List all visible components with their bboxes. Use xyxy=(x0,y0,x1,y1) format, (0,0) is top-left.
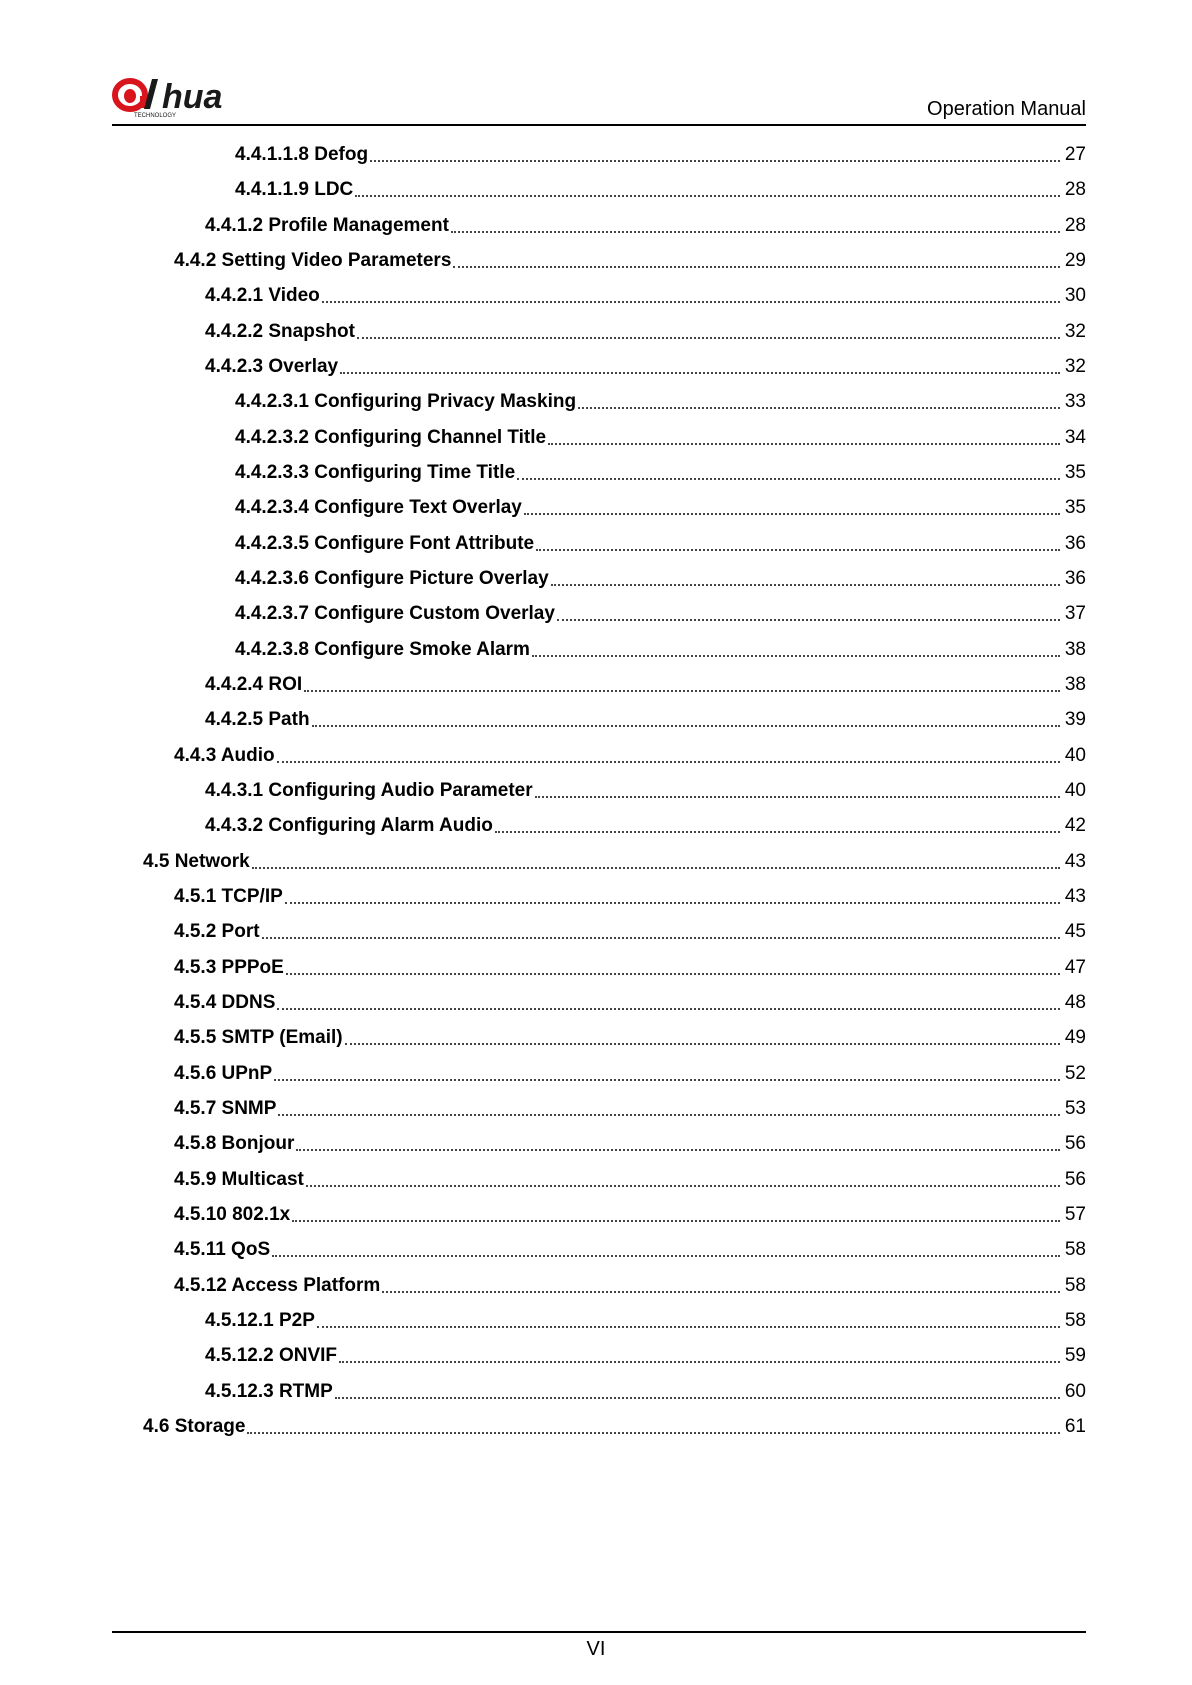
toc-entry[interactable] xyxy=(174,915,1086,945)
toc-entry-page: 43 xyxy=(1064,886,1086,907)
toc-dot-leader xyxy=(340,352,1060,374)
toc-entry-title: 4.4.2.3.4 Configure Text Overlay xyxy=(235,497,522,518)
toc-dot-leader xyxy=(557,599,1060,621)
toc-dot-leader xyxy=(304,670,1060,692)
toc-dot-leader xyxy=(292,1200,1060,1222)
toc-entry-page: 35 xyxy=(1064,462,1086,483)
toc-entry-page: 61 xyxy=(1064,1416,1086,1437)
toc-entry[interactable] xyxy=(174,1092,1086,1122)
toc-entry[interactable] xyxy=(235,421,1086,451)
toc-entry[interactable] xyxy=(174,1269,1086,1299)
toc-entry-page: 45 xyxy=(1064,921,1086,942)
toc-entry-title: 4.5.4 DDNS xyxy=(174,992,276,1013)
toc-entry-page: 38 xyxy=(1064,674,1086,695)
toc-entry-title: 4.5.12.3 RTMP xyxy=(205,1381,333,1402)
toc-entry-title: 4.5.6 UPnP xyxy=(174,1063,273,1084)
toc-entry-page: 32 xyxy=(1064,356,1086,377)
toc-entry-title: 4.4.1.1.9 LDC xyxy=(235,179,354,200)
toc-entry-title: 4.6 Storage xyxy=(143,1416,246,1437)
toc-entry-page: 58 xyxy=(1064,1239,1086,1260)
toc-entry[interactable] xyxy=(143,1410,1086,1440)
toc-entry[interactable] xyxy=(174,986,1086,1016)
toc-dot-leader xyxy=(335,1377,1060,1399)
toc-entry-page: 60 xyxy=(1064,1381,1086,1402)
toc-entry[interactable] xyxy=(235,527,1086,557)
toc-dot-leader xyxy=(278,1094,1060,1116)
toc-entry-title: 4.4.2.1 Video xyxy=(205,285,320,306)
toc-entry-page: 52 xyxy=(1064,1063,1086,1084)
toc-entry-page: 57 xyxy=(1064,1204,1086,1225)
toc-entry[interactable] xyxy=(235,562,1086,592)
toc-entry[interactable] xyxy=(205,809,1086,839)
toc-entry-title: 4.5.12 Access Platform xyxy=(174,1275,381,1296)
toc-entry-title: 4.5 Network xyxy=(143,851,250,872)
page-header xyxy=(112,70,1086,126)
toc-entry[interactable] xyxy=(205,668,1086,698)
toc-entry[interactable] xyxy=(235,597,1086,627)
toc-dot-leader xyxy=(285,882,1060,904)
toc-entry[interactable] xyxy=(205,315,1086,345)
toc-dot-leader xyxy=(355,175,1060,197)
toc-dot-leader xyxy=(382,1271,1060,1293)
toc-entry-title: 4.5.12.1 P2P xyxy=(205,1310,315,1331)
toc-dot-leader xyxy=(277,741,1060,763)
toc-entry-title: 4.4.2 Setting Video Parameters xyxy=(174,250,452,271)
toc-entry-page: 59 xyxy=(1064,1345,1086,1366)
toc-entry-title: 4.4.2.3.2 Configuring Channel Title xyxy=(235,427,547,448)
toc-dot-leader xyxy=(532,635,1060,657)
toc-dot-leader xyxy=(517,458,1060,480)
toc-entry[interactable] xyxy=(235,385,1086,415)
toc-entry[interactable] xyxy=(205,209,1086,239)
toc-entry[interactable] xyxy=(205,774,1086,804)
toc-entry-page: 43 xyxy=(1064,851,1086,872)
page-number: VI xyxy=(586,1638,606,1660)
toc-dot-leader xyxy=(317,1306,1060,1328)
toc-entry-page: 38 xyxy=(1064,639,1086,660)
toc-entry[interactable] xyxy=(235,173,1086,203)
toc-dot-leader xyxy=(536,529,1060,551)
toc-entry-page: 56 xyxy=(1064,1133,1086,1154)
toc-entry-page: 32 xyxy=(1064,321,1086,342)
toc-dot-leader xyxy=(262,917,1060,939)
toc-entry[interactable] xyxy=(235,491,1086,521)
toc-entry-page: 37 xyxy=(1064,603,1086,624)
toc-entry-page: 27 xyxy=(1064,144,1086,165)
toc-entry-title: 4.5.3 PPPoE xyxy=(174,957,284,978)
toc-dot-leader xyxy=(524,493,1060,515)
toc-entry[interactable] xyxy=(235,456,1086,486)
toc-entry[interactable] xyxy=(205,350,1086,380)
toc-entry-title: 4.4.2.3.5 Configure Font Attribute xyxy=(235,533,535,554)
toc-entry[interactable] xyxy=(174,1233,1086,1263)
toc-dot-leader xyxy=(306,1165,1060,1187)
toc-dot-leader xyxy=(551,564,1060,586)
toc-entry[interactable] xyxy=(205,279,1086,309)
toc-entry[interactable] xyxy=(174,880,1086,910)
toc-dot-leader xyxy=(296,1129,1060,1151)
toc-dot-leader xyxy=(339,1341,1060,1363)
toc-dot-leader xyxy=(277,988,1060,1010)
toc-entry-title: 4.4.2.3.1 Configuring Privacy Masking xyxy=(235,391,577,412)
toc-entry[interactable] xyxy=(174,1163,1086,1193)
toc-entry-page: 48 xyxy=(1064,992,1086,1013)
svg-text:hua: hua xyxy=(162,78,223,116)
toc-entry[interactable] xyxy=(205,703,1086,733)
toc-dot-leader xyxy=(252,847,1060,869)
toc-entry-title: 4.4.3.1 Configuring Audio Parameter xyxy=(205,780,533,801)
toc-dot-leader xyxy=(451,211,1060,233)
toc-entry-title: 4.4.2.2 Snapshot xyxy=(205,321,355,342)
toc-dot-leader xyxy=(286,953,1060,975)
toc-entry-page: 56 xyxy=(1064,1169,1086,1190)
toc-entry[interactable] xyxy=(235,633,1086,663)
toc-dot-leader xyxy=(495,811,1060,833)
toc-entry[interactable] xyxy=(174,951,1086,981)
toc-entry-page: 30 xyxy=(1064,285,1086,306)
toc-dot-leader xyxy=(548,423,1060,445)
toc-entry-title: 4.4.2.3 Overlay xyxy=(205,356,339,377)
toc-dot-leader xyxy=(272,1235,1060,1257)
toc-dot-leader xyxy=(370,140,1060,162)
toc-entry-title: 4.5.5 SMTP (Email) xyxy=(174,1027,343,1048)
toc-entry[interactable] xyxy=(205,1375,1086,1405)
toc-entry-page: 58 xyxy=(1064,1310,1086,1331)
toc-entry[interactable] xyxy=(174,1021,1086,1051)
toc-entry-page: 28 xyxy=(1064,215,1086,236)
toc-entry[interactable] xyxy=(174,1127,1086,1157)
toc-entry-page: 40 xyxy=(1064,780,1086,801)
toc-dot-leader xyxy=(357,317,1060,339)
toc-entry-title: 4.4.2.3.7 Configure Custom Overlay xyxy=(235,603,555,624)
toc-entry[interactable] xyxy=(174,244,1086,274)
toc-entry[interactable] xyxy=(174,739,1086,769)
toc-entry-title: 4.5.7 SNMP xyxy=(174,1098,277,1119)
toc-entry-title: 4.4.1.2 Profile Management xyxy=(205,215,449,236)
toc-entry-page: 39 xyxy=(1064,709,1086,730)
toc-dot-leader xyxy=(345,1023,1060,1045)
toc-entry-page: 53 xyxy=(1064,1098,1086,1119)
toc-entry-title: 4.4.2.5 Path xyxy=(205,709,310,730)
toc-entry[interactable] xyxy=(235,138,1086,168)
toc-dot-leader xyxy=(322,281,1060,303)
toc-entry-page: 28 xyxy=(1064,179,1086,200)
toc-entry-title: 4.4.2.3.6 Configure Picture Overlay xyxy=(235,568,549,589)
toc-entry-page: 35 xyxy=(1064,497,1086,518)
toc-entry-title: 4.5.12.2 ONVIF xyxy=(205,1345,338,1366)
toc-entry-page: 47 xyxy=(1064,957,1086,978)
toc-dot-leader xyxy=(578,387,1060,409)
toc-dot-leader xyxy=(535,776,1060,798)
toc-entry[interactable] xyxy=(143,845,1086,875)
toc-entry-title: 4.4.1.1.8 Defog xyxy=(235,144,369,165)
toc-entry-page: 33 xyxy=(1064,391,1086,412)
toc-entry-page: 42 xyxy=(1064,815,1086,836)
toc-entry-title: 4.4.3 Audio xyxy=(174,745,275,766)
toc-entry[interactable] xyxy=(205,1339,1086,1369)
toc-entry-title: 4.5.1 TCP/IP xyxy=(174,886,283,907)
toc-entry-title: 4.4.2.3.3 Configuring Time Title xyxy=(235,462,516,483)
header-divider xyxy=(112,124,1086,126)
footer-divider xyxy=(112,1631,1086,1633)
svg-text:TECHNOLOGY: TECHNOLOGY xyxy=(134,113,177,118)
toc-entry-title: 4.4.3.2 Configuring Alarm Audio xyxy=(205,815,493,836)
toc-entry-title: 4.5.8 Bonjour xyxy=(174,1133,295,1154)
toc-entry-page: 40 xyxy=(1064,745,1086,766)
toc-entry[interactable] xyxy=(174,1057,1086,1087)
toc-entry-page: 34 xyxy=(1064,427,1086,448)
toc-entry-title: 4.5.9 Multicast xyxy=(174,1169,304,1190)
toc-entry[interactable] xyxy=(174,1198,1086,1228)
toc-dot-leader xyxy=(274,1059,1060,1081)
toc-entry-page: 36 xyxy=(1064,568,1086,589)
toc-entry-page: 36 xyxy=(1064,533,1086,554)
toc-entry-title: 4.5.10 802.1x xyxy=(174,1204,291,1225)
toc-dot-leader xyxy=(247,1412,1060,1434)
toc-entry[interactable] xyxy=(205,1304,1086,1334)
toc-entry-page: 49 xyxy=(1064,1027,1086,1048)
toc-entry-page: 58 xyxy=(1064,1275,1086,1296)
dahua-logo xyxy=(112,74,257,118)
toc-entry-page: 29 xyxy=(1064,250,1086,271)
toc-entry-title: 4.4.2.4 ROI xyxy=(205,674,303,695)
toc-dot-leader xyxy=(312,705,1060,727)
toc-entry-title: 4.4.2.3.8 Configure Smoke Alarm xyxy=(235,639,530,660)
toc-dot-leader xyxy=(453,246,1060,268)
toc-entry-title: 4.5.2 Port xyxy=(174,921,260,942)
manual-title: Operation Manual xyxy=(927,98,1086,120)
toc-entry-title: 4.5.11 QoS xyxy=(174,1239,271,1260)
